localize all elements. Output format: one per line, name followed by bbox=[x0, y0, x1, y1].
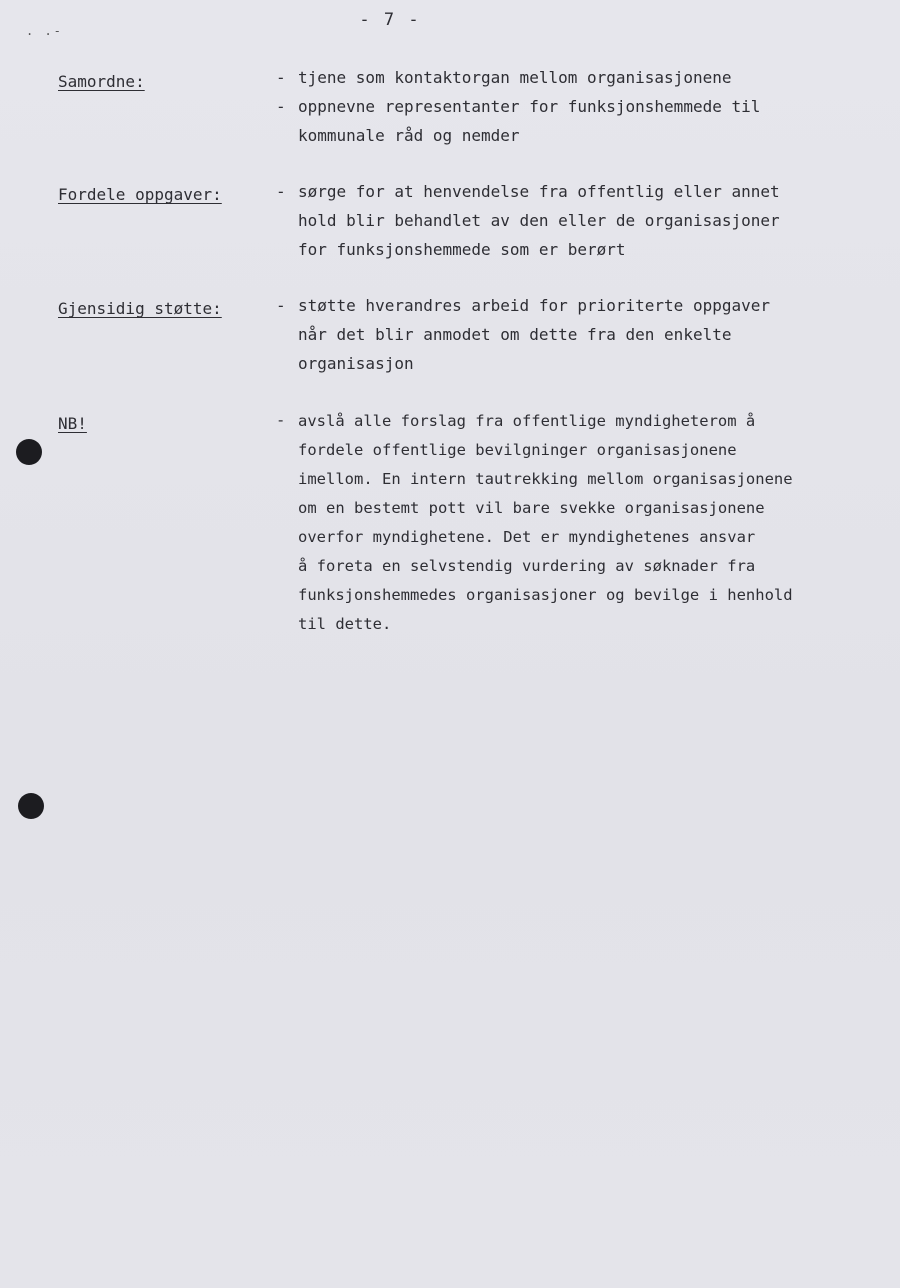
bullet-dash: - bbox=[276, 182, 286, 201]
text-line: avslå alle forslag fra offentlige myndigheterom å bbox=[298, 412, 756, 430]
text-line: fordele offentlige bevilgninger organisasjonene bbox=[298, 441, 737, 459]
bullet-dash: - bbox=[276, 97, 286, 116]
corner-mark: . .- bbox=[26, 24, 63, 38]
section-label: Fordele oppgaver: bbox=[58, 185, 222, 204]
text-line: imellom. En intern tautrekking mellom organisasjonene bbox=[298, 470, 793, 488]
text-line: tjene som kontaktorgan mellom organisasjonene bbox=[298, 68, 732, 87]
text-line: til dette. bbox=[298, 615, 392, 633]
text-line: å foreta en selvstendig vurdering av søknader fra bbox=[298, 557, 756, 575]
text-line: organisasjon bbox=[298, 354, 414, 373]
punch-hole-icon bbox=[18, 793, 44, 819]
text-line: kommunale råd og nemder bbox=[298, 126, 520, 145]
section-label: Samordne: bbox=[58, 72, 145, 91]
bullet-dash: - bbox=[276, 296, 286, 315]
text-line: funksjonshemmedes organisasjoner og bevilge i henhold bbox=[298, 586, 793, 604]
text-line: oppnevne representanter for funksjonshemmede til bbox=[298, 97, 761, 116]
section-label: NB! bbox=[58, 414, 87, 433]
text-line: overfor myndighetene. Det er myndighetenes ansvar bbox=[298, 528, 756, 546]
page-number: - 7 - bbox=[359, 10, 421, 30]
text-line: sørge for at henvendelse fra offentlig eller annet bbox=[298, 182, 780, 201]
text-line: for funksjonshemmede som er berørt bbox=[298, 240, 626, 259]
text-line: hold blir behandlet av den eller de organisasjoner bbox=[298, 211, 780, 230]
bullet-dash: - bbox=[276, 411, 286, 429]
punch-hole-icon bbox=[16, 439, 42, 465]
bullet-dash: - bbox=[276, 68, 286, 87]
section-label: Gjensidig støtte: bbox=[58, 299, 222, 318]
text-line: støtte hverandres arbeid for prioriterte oppgaver bbox=[298, 296, 771, 315]
text-line: når det blir anmodet om dette fra den enkelte bbox=[298, 325, 732, 344]
text-line: om en bestemt pott vil bare svekke organisasjonene bbox=[298, 499, 765, 517]
